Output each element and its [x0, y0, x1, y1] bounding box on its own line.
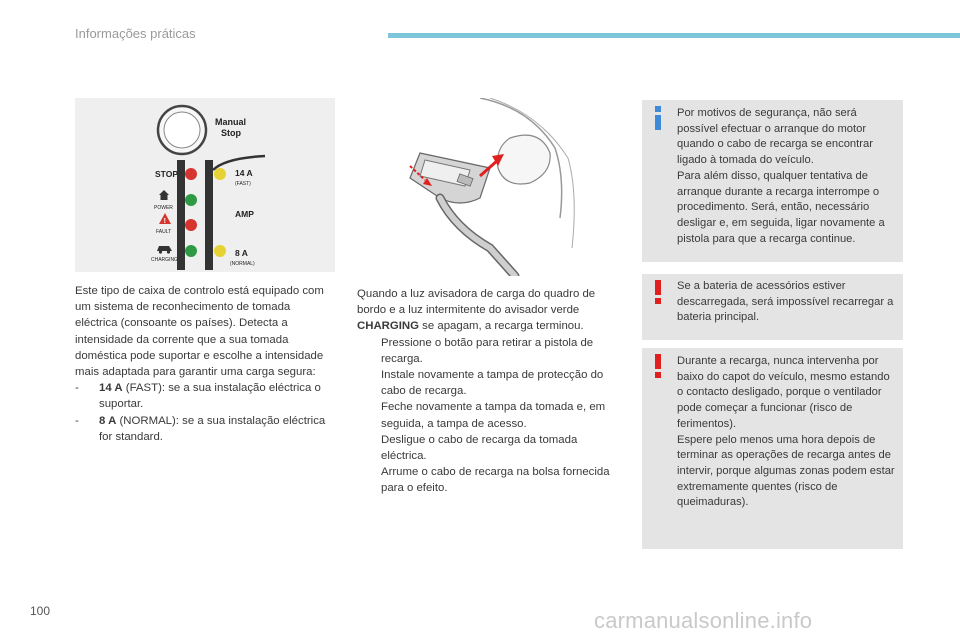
- list-item: Instale novamente a tampa de protecção do cabo de recarga.: [381, 369, 604, 398]
- fault-label: FAULT: [156, 229, 172, 235]
- section-title: Informações práticas: [75, 26, 196, 41]
- fault-lamp: [185, 219, 197, 231]
- text-column-1: [75, 283, 333, 445]
- list-item: Arrume o cabo de recarga na bolsa fornecida para o efeito.: [381, 466, 610, 495]
- fast-label: (FAST): [235, 181, 251, 187]
- control-box-drawing: [75, 98, 335, 272]
- header-accent-bar: [388, 33, 960, 38]
- manual-stop-label-2: Stop: [221, 128, 241, 138]
- page-number: 100: [30, 604, 51, 618]
- info-paragraph-2: Para além disso, qualquer tentativa de arranque durante a recarga interrompe o procedimento. Será, então, necessário desligar e, em seguida, ligar novamente a pistola para que a recarga continue.: [677, 169, 885, 245]
- list-item: - 8 A (NORMAL): se a sua instalação eléctrica for standard.: [75, 414, 326, 443]
- list-item: Pressione o botão para retirar a pistola de recarga.: [381, 336, 594, 365]
- charging-complete-paragraph: Quando a luz avisadora de carga do quadro de bordo e a luz intermitente do avisador verde CHARGING se apagam, a recarga terminou.: [357, 288, 596, 333]
- stop-lamp: [185, 168, 197, 180]
- charging-label: CHARGING: [151, 257, 178, 263]
- info-paragraph-1: Por motivos de segurança, não será possível efectuar o arranque do motor quando o cabo de recarga se encontrar ligado à tomada do veículo.: [677, 107, 873, 167]
- warning-notice-battery: [642, 274, 903, 340]
- power-label: POWER: [154, 205, 173, 211]
- text-column-2: [357, 286, 619, 497]
- warning-icon: [652, 354, 664, 378]
- warning-paragraph-2: Espere pelo menos uma hora depois de terminar as operações de recarga antes de intervir, porque algumas zonas podem estar extremamente quentes (risco de queimaduras).: [677, 433, 895, 509]
- charging-lamp: [185, 245, 197, 257]
- amp-14-label: 14 A: [235, 168, 253, 178]
- warning-icon: [652, 280, 664, 304]
- amp-8-label: 8 A: [235, 248, 248, 258]
- control-box-illustration: [75, 98, 335, 272]
- list-item: - 14 A (FAST): se a sua instalação eléctrica o suportar.: [75, 382, 321, 411]
- charging-gun-illustration: [380, 98, 620, 276]
- normal-label: (NORMAL): [230, 261, 255, 267]
- amp-label: AMP: [235, 209, 254, 219]
- intro-paragraph: Este tipo de caixa de controlo está equipado com um sistema de reconhecimento de tomada eléctrica (consoante os países). Detecta a intensidade da corrente que a sua tomada doméstica pode suportar e escolhe a intensidade mais adaptada para garantir uma carga segura:: [75, 285, 324, 379]
- power-lamp: [185, 194, 197, 206]
- manual-stop-label-1: Manual: [215, 117, 247, 127]
- info-notice: [642, 100, 903, 262]
- amp-8-lamp: [214, 245, 226, 257]
- warning-notice-bonnet: [642, 348, 903, 549]
- charging-gun-drawing: [380, 98, 620, 276]
- list-item: Feche novamente a tampa da tomada e, em seguida, a tampa de acesso.: [381, 401, 606, 430]
- list-item: Desligue o cabo de recarga da tomada eléctrica.: [381, 433, 578, 463]
- stop-label: STOP: [155, 169, 178, 179]
- warning-paragraph: Se a bateria de acessórios estiver descarregada, será impossível recarregar a bateria principal.: [677, 280, 894, 324]
- amp-14-lamp: [214, 168, 226, 180]
- watermark: carmanualsonline.info: [594, 608, 813, 633]
- warning-paragraph-1: Durante a recarga, nunca intervenha por baixo do capot do veículo, mesmo estando o contacto desligado, porque o ventilador pode começar a funcionar (risco de ferimentos).: [677, 355, 890, 430]
- svg-text:!: !: [163, 218, 166, 225]
- info-icon: [652, 106, 664, 130]
